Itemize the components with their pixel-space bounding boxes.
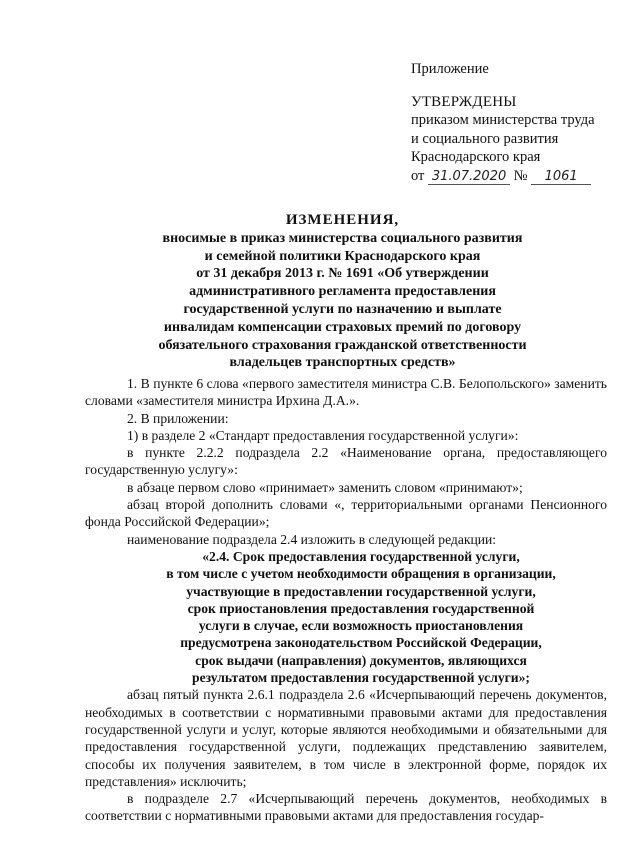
subhead-line: в том числе с учетом необходимости обращения в организации, [166,566,556,582]
heading-line: административного регламента предоставления [189,284,496,300]
paragraph-5: в абзаце первом слово «принимает» заменить словом «принимают»; [127,479,523,495]
subsection-heading [85,548,607,686]
subhead-line: участвующие в предоставлении государственной услуги, [186,583,536,599]
paragraph-9: в подразделе 2.7 «Исчерпывающий перечень документов, необходимых в соответствии с нормативными правовыми актами для предоставления государ- [85,791,607,824]
document-heading [60,212,625,372]
heading-title: ИЗМЕНЕНИЯ, [285,212,400,228]
subhead-line: срок приостановления предоставления государственной [187,600,535,616]
approval-line-1: приказом министерства труда [411,112,595,128]
paragraph-2: 2. В приложении: [127,410,229,426]
heading-line: государственной услуги по назначению и выплате [183,301,502,317]
number-label: № [513,167,528,184]
heading-line: обязательного страхования гражданской ответственности [158,337,527,353]
approval-line-3: Краснодарского края [411,149,541,165]
heading-line: от 31 декабря 2013 г. № 1691 «Об утверждении [196,266,489,282]
subhead-line: предусмотрена законодательством Российской Федерации, [180,635,542,651]
subhead-line: срок выдачи (направления) документов, являющихся [195,652,527,668]
subhead-line: результатом предоставления государственной услуги»; [192,670,530,686]
heading-line: вносимые в приказ министерства социального развития [162,230,523,246]
paragraph-4: в пункте 2.2.2 подраздела 2.2 «Наименование органа, предоставляющего государственную услугу»: [85,445,607,478]
appendix-label: Приложение [411,61,489,77]
document-body [85,375,607,825]
paragraph-8: абзац пятый пункта 2.6.1 подраздела 2.6 «Исчерпывающий перечень документов, необходимых в соответствии с нормативными правовыми актами для предоставления государственной услуги и услуг, которые являются необходимыми и обязательными для предоставления государственной услуги, подлежащих представлению заявителем, способы их получения заявителем, в том числе в электронной форме, порядок их представления» исключить; [85,687,607,789]
approved-label: УТВЕРЖДЕНЫ [411,93,517,110]
approval-line-2: и социального развития [411,130,559,147]
from-label: от [411,167,425,184]
subhead-line: услуги в случае, если возможность приостановления [198,618,524,634]
heading-line: инвалидам компенсации страховых премий по договору [163,319,522,335]
approval-block [411,60,631,185]
heading-line: и семейной политики Краснодарского края [204,248,481,264]
heading-line: владельцев транспортных средств» [229,355,456,371]
date-number-line [411,167,631,186]
paragraph-3: 1) в разделе 2 «Стандарт предоставления государственной услуги»: [127,427,519,443]
paragraph-7: наименование подраздела 2.4 изложить в следующей редакции: [127,531,497,547]
subhead-line: «2.4. Срок предоставления государственной услуги, [202,548,520,564]
paragraph-6: абзац второй дополнить словами «, территориальными органами Пенсионного фонда Российской Федерации»; [85,497,607,530]
handwritten-number: 1061 [531,170,591,185]
paragraph-1: 1. В пункте 6 слова «первого заместителя министра С.В. Белопольского» заменить словами «заместителя министра Ирхина Д.А.». [85,376,607,409]
handwritten-date: 31.07.2020 [428,170,510,185]
